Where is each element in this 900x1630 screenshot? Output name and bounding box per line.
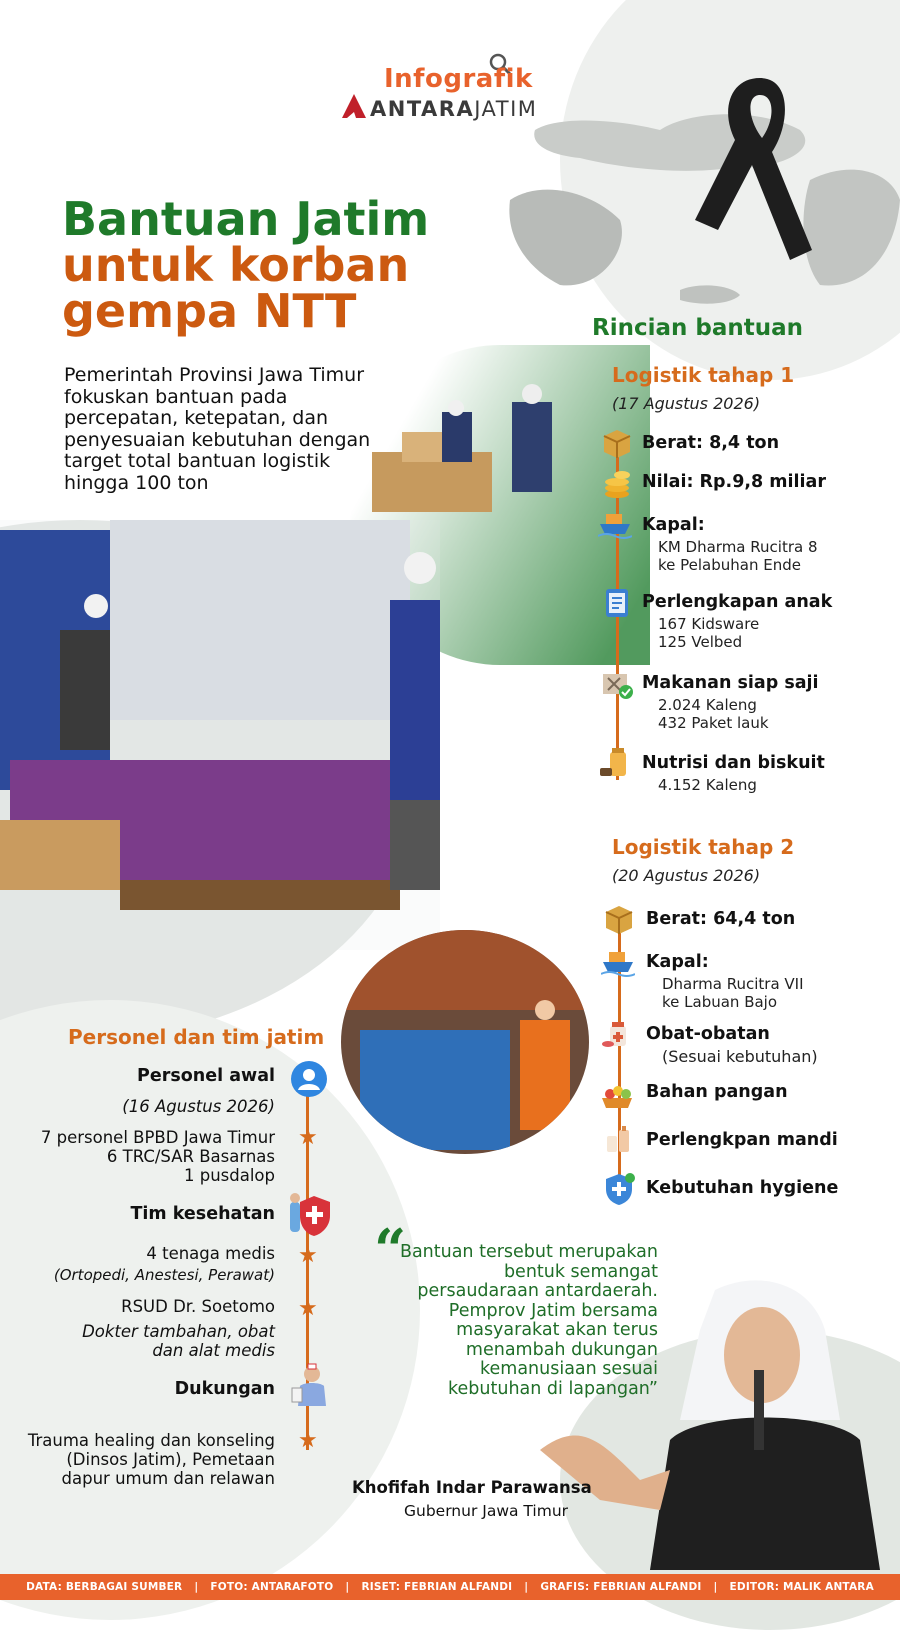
food-box-icon — [600, 666, 634, 704]
tim-kesehatan-label: Tim kesehatan — [130, 1204, 275, 1224]
infografik-logo: Infografik — [384, 64, 533, 94]
star-icon: ★ — [298, 1428, 318, 1453]
harbor-loading-photo — [0, 520, 440, 950]
stage1-date: (17 Agustus 2026) — [612, 394, 761, 413]
stage1-value: Nilai: Rp.9,8 miliar — [642, 472, 826, 492]
medic-shield-icon — [288, 1192, 334, 1244]
star-icon: ★ — [298, 1125, 318, 1150]
star-icon: ★ — [298, 1296, 318, 1321]
stage2-date: (20 Agustus 2026) — [612, 866, 761, 885]
rsud-note: Dokter tambahan, obat dan alat medis — [82, 1322, 275, 1360]
clipboard-icon — [600, 585, 634, 623]
ribbon-icon — [690, 70, 830, 270]
page-title: Bantuan Jatim untuk korban gempa NTT — [62, 192, 430, 338]
tenaga-medis: 4 tenaga medis — [146, 1244, 275, 1263]
rsud-label: RSUD Dr. Soetomo — [121, 1297, 275, 1316]
ship-icon — [598, 506, 632, 544]
box-icon — [602, 902, 636, 940]
governor-quote: Bantuan tersebut merupakan bentuk semangat persaudaraan antardaerah. Pemprov Jatim bersama masyarakat akan terus menambah dukungan kemanusiaan sesuai kebutuhan di lapangan” — [399, 1242, 658, 1399]
stage2-toiletries: Perlengkpan mandi — [646, 1130, 838, 1150]
stage2-hygiene: Kebutuhan hygiene — [646, 1178, 839, 1198]
stage2-weight: Berat: 64,4 ton — [646, 909, 796, 929]
stage2-ship: Kapal: Dharma Rucitra VII ke Labuan Bajo — [646, 952, 804, 1011]
personel-awal-list: 7 personel BPBD Jawa Timur 6 TRC/SAR Basarnas 1 pusdalop — [40, 1128, 275, 1185]
intro-text: Pemerintah Provinsi Jawa Timur fokuskan bantuan pada percepatan, ketepatan, dan penyesuaian kebutuhan dengan target total bantuan logistik hingga 100 ton — [64, 364, 371, 494]
groceries-icon — [596, 1076, 638, 1114]
quote-mark: “ — [374, 1217, 407, 1283]
stage1-kids: Perlengkapan anak 167 Kidsware 125 Velbed — [642, 592, 833, 651]
stage1-nutrition: Nutrisi dan biskuit 4.152 Kaleng — [642, 753, 825, 794]
quote-author-role: Gubernur Jawa Timur — [404, 1502, 569, 1520]
quote-author: Khofifah Indar Parawansa — [352, 1478, 592, 1497]
stage2-medicine: Obat-obatan (Sesuai kebutuhan) — [646, 1024, 818, 1066]
stage1-weight: Berat: 8,4 ton — [642, 433, 780, 453]
personel-awal-label: Personel awal — [137, 1066, 275, 1086]
credits-footer: DATA: BERBAGAI SUMBER | FOTO: ANTARAFOTO | RISET: FEBRIAN ALFANDI | GRAFIS: FEBRIAN ALFANDI | EDITOR: MALIK ANTARA — [0, 1574, 900, 1600]
stage2-groceries: Bahan pangan — [646, 1082, 788, 1102]
ship-icon — [601, 944, 635, 982]
user-icon — [290, 1060, 328, 1102]
hygiene-shield-icon — [602, 1172, 636, 1210]
dukungan-label: Dukungan — [174, 1379, 275, 1399]
toiletries-icon — [601, 1122, 635, 1160]
antara-jatim-logo: ANTARAJATIM — [370, 97, 538, 121]
box-icon — [600, 426, 634, 464]
coins-icon — [600, 466, 634, 504]
stage1-title: Logistik tahap 1 — [612, 363, 795, 387]
rincian-title: Rincian bantuan — [592, 315, 804, 341]
personnel-title: Personel dan tim jatim — [68, 1025, 325, 1049]
dukungan-list: Trauma healing dan konseling (Dinsos Jatim), Pemetaan dapur umum dan relawan — [27, 1431, 275, 1488]
tenaga-medis-note: (Ortopedi, Anestesi, Perawat) — [53, 1266, 275, 1284]
stage1-food: Makanan siap saji 2.024 Kaleng 432 Paket lauk — [642, 673, 819, 732]
workers-loading-photo — [372, 372, 592, 522]
stage2-title: Logistik tahap 2 — [612, 835, 795, 859]
personel-awal-date: (16 Agustus 2026) — [122, 1097, 275, 1116]
can-icon — [598, 746, 632, 784]
medicine-icon — [600, 1018, 634, 1056]
warehouse-photo — [340, 930, 590, 1155]
doctor-icon — [290, 1362, 330, 1414]
star-icon: ★ — [298, 1243, 318, 1268]
antara-logo-icon — [338, 92, 368, 120]
stage1-ship: Kapal: KM Dharma Rucitra 8 ke Pelabuhan Ende — [642, 515, 818, 574]
